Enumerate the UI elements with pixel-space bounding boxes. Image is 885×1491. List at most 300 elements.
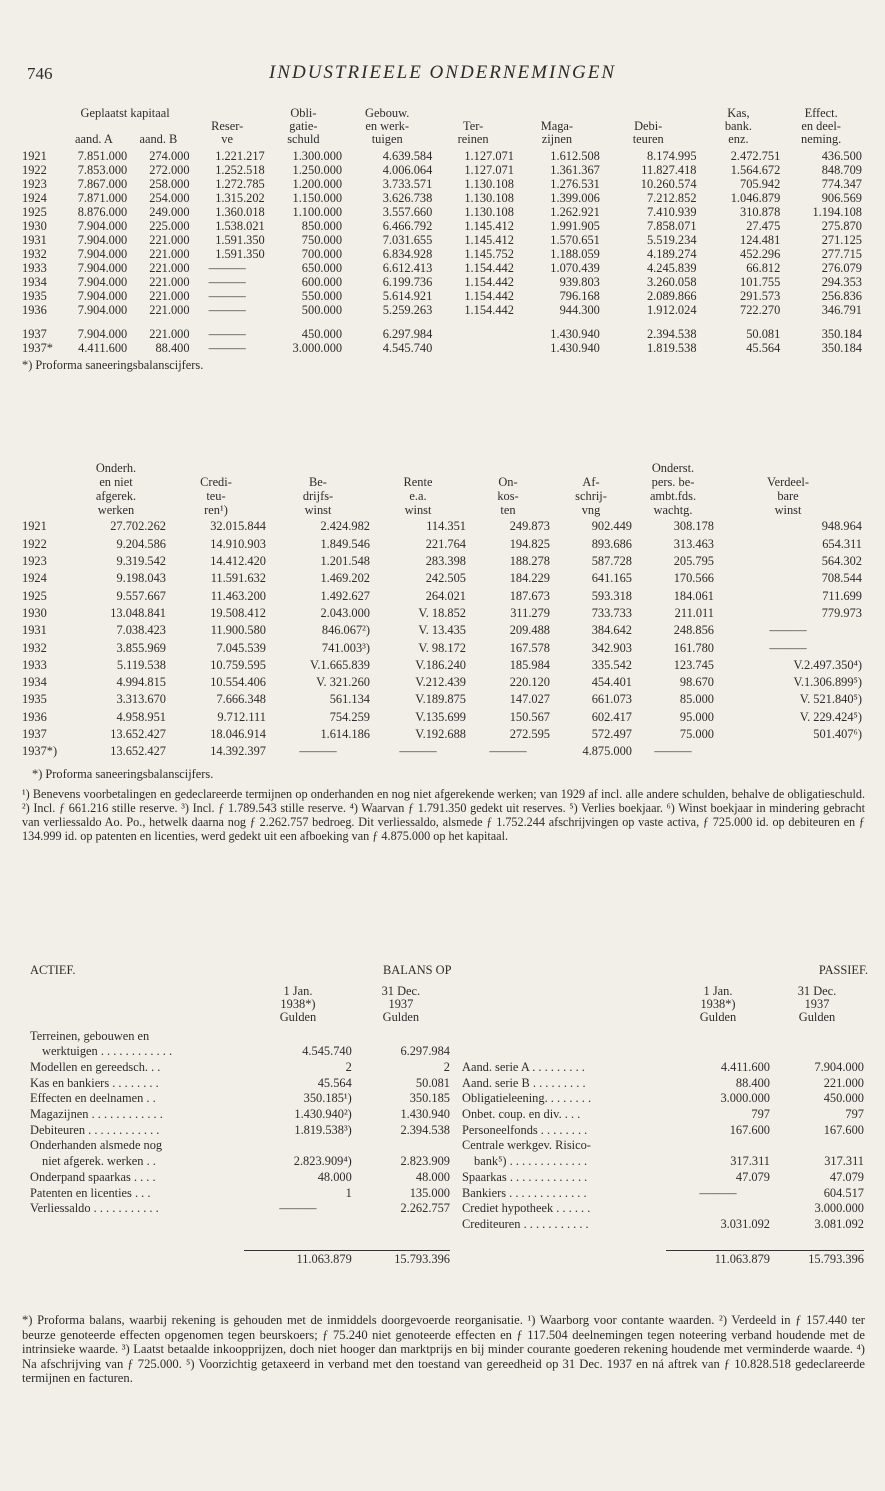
table2-cell: V.1.306.899⁵): [793, 675, 862, 690]
table1-cell: [432, 327, 514, 341]
table2-head-row: [22, 460, 862, 474]
table2-cell: 167.578: [509, 640, 550, 655]
table2-cell: 1.469.202: [320, 571, 370, 586]
table2-cell: 893.686: [591, 536, 632, 551]
table1-cell: 7.904.000: [77, 274, 128, 289]
table2-cell: 272.595: [509, 727, 550, 741]
table2-cell: 13.048.841: [110, 605, 166, 620]
table2-cell: 308.178: [673, 519, 714, 534]
table1-cell: 271.125: [821, 232, 862, 247]
table2-head-cell: [370, 460, 466, 474]
capital-table: [22, 106, 862, 355]
balance-gap-cell: [30, 1216, 450, 1251]
table1-cell: 722.270: [740, 302, 781, 317]
balance-item-value: 167.600: [729, 1122, 770, 1137]
table1-cell: 1934: [22, 274, 47, 289]
balance-head-cell: Gulden: [279, 1010, 317, 1025]
balance-row: [462, 1138, 864, 1154]
table2-cell: 1924: [22, 571, 47, 586]
balance-head-cell: [30, 998, 244, 1011]
table2-cell: 242.505: [425, 571, 466, 586]
table2-cell: V.135.699: [415, 709, 466, 724]
balance-item-label: Magazijnen . . . . . . . . . . . .: [30, 1107, 163, 1122]
balance-row: [30, 1059, 450, 1075]
balance-head-row: [30, 1011, 450, 1024]
table1-cell: 275.870: [821, 218, 862, 233]
table1-cell: 4.545.740: [382, 340, 433, 355]
table2-cell: 948.964: [821, 519, 862, 534]
table1-cell: 5.259.263: [382, 302, 433, 317]
table1-head-row: [22, 106, 862, 119]
balance-row: [30, 1106, 450, 1122]
table2-cell: 4.994.815: [116, 675, 166, 690]
table1-head-cell: Debi-: [634, 118, 663, 133]
balance-head-cell: 1938*): [700, 997, 736, 1012]
table1-head-cell: bank.: [724, 118, 752, 133]
balance-item-value: 6.297.984: [400, 1044, 450, 1059]
table2-cell: 9.557.667: [116, 588, 166, 603]
balance-item-label: Crediteuren . . . . . . . . . . .: [462, 1216, 589, 1231]
table1-cell: 11.827.418: [641, 162, 697, 177]
table1-cell: 7.871.000: [77, 190, 128, 205]
table1-cell: 906.569: [821, 190, 862, 205]
table1-cell: 45.564: [746, 340, 781, 355]
table2-cell: 902.449: [591, 519, 632, 534]
table2-cell: 7.038.423: [116, 623, 166, 638]
balance-item-value: 3.000.000: [720, 1091, 770, 1106]
table1-cell: 291.573: [740, 288, 781, 303]
table1-cell: ———: [208, 288, 246, 303]
balance-item-value: 2.262.757: [400, 1201, 450, 1216]
table1-cell: 1.300.000: [292, 148, 343, 163]
table2-head-cell: ten: [500, 502, 516, 517]
table2-head-cell: [550, 460, 632, 474]
table2-cell: V. 13.435: [418, 623, 466, 638]
balance-gap-cell: [462, 1232, 864, 1251]
table1-head-cell: [600, 106, 697, 119]
table1-cell: 1.154.442: [464, 302, 514, 317]
table1-cell: 1.100.000: [292, 204, 343, 219]
table2-head-cell: On-: [498, 474, 518, 489]
table1-gap: [22, 317, 862, 327]
table-row: [22, 708, 862, 725]
table2-cell: 75.000: [679, 727, 714, 741]
table1-cell: 7.904.000: [77, 326, 128, 341]
table2-cell: 32.015.844: [210, 519, 266, 534]
table1-cell: 3.260.058: [646, 274, 697, 289]
table1-cell: 1.564.672: [730, 162, 781, 177]
table2-cell: 564.302: [821, 554, 862, 569]
table2-cell: 501.407⁶): [813, 727, 862, 741]
balance-row: [30, 1044, 450, 1060]
balance-row: [462, 1216, 864, 1232]
table2-cell: 342.903: [591, 640, 632, 655]
table1-cell: 1930: [22, 218, 47, 233]
table1-cell: 1937*: [22, 340, 53, 355]
table1-head-row: [22, 132, 862, 145]
balance-item-label: niet afgerek. werken . .: [42, 1154, 156, 1169]
balance-item-label: bank⁵) . . . . . . . . . . . . .: [474, 1154, 588, 1169]
table1-head-cell: [432, 106, 514, 119]
balance-row: [30, 1122, 450, 1138]
table2-cell: 1930: [22, 605, 47, 620]
table2-cell: [714, 743, 862, 760]
table1-cell: 1.130.108: [464, 176, 514, 191]
table1-cell: 1.912.024: [646, 302, 697, 317]
table1-cell: 7.904.000: [77, 302, 128, 317]
table2-cell: 4.875.000: [582, 744, 632, 759]
table2-head-cell: e.a.: [409, 488, 427, 503]
profit-table: [22, 460, 862, 760]
table2-cell: 147.027: [509, 692, 550, 707]
table2-head-cell: Onderst.: [651, 460, 695, 475]
table2-cell: ———: [489, 744, 527, 759]
table1-cell: 310.878: [740, 204, 781, 219]
table2-head-row: [22, 474, 862, 488]
table1-cell: 7.904.000: [77, 218, 128, 233]
table-row: [22, 341, 862, 355]
table2-cell: 98.670: [679, 675, 714, 690]
balance-item-value: 1.430.940: [400, 1107, 450, 1122]
table2-head-cell: vng: [581, 502, 601, 517]
table1-cell: 8.174.995: [646, 148, 697, 163]
table-row: [22, 219, 862, 233]
table1-cell: 6.612.413: [382, 260, 433, 275]
balance-item-value: ———: [699, 1185, 737, 1200]
table1-cell: 1.250.000: [292, 162, 343, 177]
table1-cell: 2.394.538: [646, 326, 697, 341]
balance-item-value: 1.430.940²): [294, 1107, 352, 1122]
balance-item-value: 88.400: [735, 1075, 770, 1090]
balance-row: [462, 1106, 864, 1122]
table1-head-cell: [22, 132, 61, 145]
table2-head-cell: [22, 460, 66, 474]
table1-cell: 256.836: [821, 288, 862, 303]
table2-cell: 205.795: [673, 554, 714, 569]
table2-cell: V.186.240: [415, 657, 466, 672]
balance-row: [30, 1154, 450, 1170]
table1-cell: 1.612.508: [550, 148, 600, 163]
table1-cell: 4.639.584: [382, 148, 433, 163]
table1-cell: 4.189.274: [646, 246, 697, 261]
table-row: [22, 191, 862, 205]
balance-item-value: 3.081.092: [814, 1216, 864, 1231]
table2-head-cell: teu-: [206, 488, 226, 503]
table1-head-cell: Ter-: [463, 118, 484, 133]
table1-cell: 1.130.108: [464, 190, 514, 205]
balance-item-value: [666, 1138, 770, 1154]
table1-cell: 1932: [22, 246, 47, 261]
table1-cell: [432, 341, 514, 355]
table1-cell: 1923: [22, 176, 47, 191]
table1-head-cell: [22, 106, 61, 119]
table2-cell: 335.542: [591, 657, 632, 672]
table1-head-cell: Effect.: [804, 105, 838, 120]
table-row: [22, 275, 862, 289]
table2-cell: 283.398: [425, 554, 466, 569]
balance-item-value: [770, 1028, 864, 1044]
profit-table-block: [22, 460, 865, 843]
table1-cell: 3.626.738: [382, 190, 433, 205]
balance-row: [462, 1169, 864, 1185]
table2-head-cell: ambt.fds.: [649, 488, 697, 503]
balance-item-value: [352, 1138, 450, 1154]
table2-cell: 1933: [22, 657, 47, 672]
balance-passief-table: [462, 985, 864, 1267]
balance-item-label: Onderpand spaarkas . . . .: [30, 1169, 156, 1184]
table2-cell: 9.198.043: [116, 571, 166, 586]
table2-head-cell: ren¹): [204, 502, 228, 517]
table1-cell: 249.000: [149, 204, 190, 219]
table2-cell: 185.984: [509, 657, 550, 672]
balance-head-cell: [462, 985, 666, 998]
table2-cell: V.1.665.839: [309, 657, 370, 672]
table1-cell: 700.000: [301, 246, 343, 261]
balance-head-cell: [30, 985, 244, 998]
table2-head-cell: werken: [97, 502, 135, 517]
table1-cell: 1.200.000: [292, 176, 343, 191]
table1-cell: 1.194.108: [812, 204, 862, 219]
balance-item-label: Kas en bankiers . . . . . . . .: [30, 1075, 159, 1090]
table2-cell: 454.401: [591, 675, 632, 690]
table1-head-cell: tuigen: [371, 131, 403, 146]
table2-cell: 561.134: [329, 692, 370, 707]
table1-cell: 944.300: [559, 302, 600, 317]
balance-item-label: Centrale werkgev. Risico-: [462, 1138, 591, 1153]
balance-item-value: 45.564: [317, 1075, 352, 1090]
table2-head-row: [22, 502, 862, 516]
balance-head-cell: 1938*): [280, 997, 316, 1012]
table1-head-cell: [22, 119, 61, 132]
table2-cell: 194.825: [509, 536, 550, 551]
balance-row: [462, 1154, 864, 1170]
table2-cell: 248.856: [673, 623, 714, 638]
table2-note: *) Proforma saneeringsbalanscijfers.: [32, 767, 214, 782]
table1-cell: 1.154.442: [464, 260, 514, 275]
balance-header: [30, 964, 868, 978]
table1-cell: 2.472.751: [730, 148, 781, 163]
table1-cell: 450.000: [301, 326, 343, 341]
table2-cell: 708.544: [821, 571, 862, 586]
table1-cell: 452.296: [740, 246, 781, 261]
balance-item-value: 7.904.000: [814, 1060, 864, 1075]
table2-cell: 114.351: [426, 519, 466, 534]
table2-cell: 161.780: [673, 640, 714, 655]
table2-cell: 184.229: [509, 571, 550, 586]
table2-cell: 18.046.914: [210, 727, 266, 741]
table1-cell: 221.000: [149, 288, 190, 303]
table1-cell: 7.853.000: [77, 162, 128, 177]
table1-cell: 1.262.921: [550, 204, 600, 219]
table2-cell: 9.204.586: [116, 536, 166, 551]
balance-item-value: 2.823.909⁴): [293, 1154, 352, 1169]
balance-item-value: 4.545.740: [302, 1044, 352, 1059]
table-row: [22, 553, 862, 570]
table1-cell: 221.000: [149, 274, 190, 289]
balance-head-cell: Gulden: [798, 1010, 836, 1025]
table1-cell: 221.000: [149, 246, 190, 261]
table1-cell: 7.904.000: [77, 232, 128, 247]
table1-cell: 1.154.442: [464, 274, 514, 289]
table2-cell: ———: [399, 744, 437, 759]
balance-item-value: 1: [345, 1185, 352, 1200]
table1-head-cell: neming.: [801, 131, 842, 146]
table1-cell: 7.904.000: [77, 246, 128, 261]
table1-head-cell: Maga-: [540, 118, 574, 133]
table2-head-cell: winst: [304, 502, 332, 517]
table2-cell: 5.119.538: [116, 657, 166, 672]
table2-cell: ———: [299, 744, 337, 759]
balance-item-label: [462, 1028, 666, 1044]
table2-cell: 1.201.548: [320, 554, 370, 569]
table1-cell: 276.079: [821, 260, 862, 275]
table1-cell: 1.591.350: [215, 232, 265, 247]
balance-item-value: 2.823.909: [400, 1154, 450, 1169]
balance-item-label: Crediet hypotheek . . . . . .: [462, 1201, 591, 1216]
table1-cell: 1924: [22, 190, 47, 205]
table2-cell: 1.492.627: [320, 588, 370, 603]
table1-cell: ———: [208, 260, 246, 275]
table1-head-cell: schuld: [287, 131, 320, 146]
table1-cell: 2.089.866: [646, 288, 697, 303]
table-row: [22, 303, 862, 317]
balance-head-row: [30, 998, 450, 1011]
table2-cell: 13.652.427: [110, 727, 166, 741]
table1-cell: 1.046.879: [730, 190, 781, 205]
table2-cell: V. 98.172: [418, 640, 466, 655]
table2-cell: 733.733: [591, 605, 632, 620]
table2-head-cell: winst: [404, 502, 432, 517]
table1-cell: 436.500: [821, 148, 862, 163]
table2-cell: 779.973: [821, 605, 862, 620]
table-row: [22, 163, 862, 177]
balance-head-cell: 31 Dec.: [797, 984, 837, 999]
balance-head-cell: [30, 1011, 244, 1024]
table1-head-cell: Geplaatst kapitaal: [80, 105, 170, 120]
table2-cell: ———: [769, 640, 807, 655]
balance-item-value: [770, 1044, 864, 1060]
balance-item-label: Verliessaldo . . . . . . . . . . .: [30, 1201, 159, 1216]
table2-cell: 10.554.406: [210, 675, 266, 690]
table1-head-cell: Kas,: [727, 105, 750, 120]
table2-head-cell: schrij-: [575, 488, 607, 503]
table2-head-cell: [166, 460, 266, 474]
balance-row: [462, 1059, 864, 1075]
table1-cell: 221.000: [149, 232, 190, 247]
table1-cell: 1.127.071: [464, 162, 514, 177]
balance-item-value: 48.000: [415, 1169, 450, 1184]
table2-cell: 1932: [22, 640, 47, 655]
table1-cell: 1.570.651: [550, 232, 600, 247]
table1-cell: 221.000: [149, 326, 190, 341]
table2-cell: 249.873: [509, 519, 550, 534]
table1-note: *) Proforma saneeringsbalanscijfers.: [22, 358, 204, 372]
table2-head-cell: [466, 460, 550, 474]
capital-table-block: [22, 106, 865, 371]
table1-cell: 1.399.006: [550, 190, 600, 205]
balance-total-label: [30, 1251, 244, 1267]
table-row: [22, 247, 862, 261]
table2-cell: 1.614.186: [320, 727, 370, 741]
table-row: [22, 639, 862, 656]
balance-item-label: Aand. serie B . . . . . . . . .: [462, 1075, 586, 1090]
table2-cell: 150.567: [509, 709, 550, 724]
table2-cell: 313.463: [673, 536, 714, 551]
table2-head-cell: [714, 460, 862, 474]
table2-cell: ———: [769, 623, 807, 638]
table1-cell: 1.130.108: [464, 204, 514, 219]
table-row: [22, 233, 862, 247]
balance-total-row: [462, 1250, 864, 1266]
table1-head-cell: zijnen: [541, 131, 573, 146]
table2-cell: 11.591.632: [210, 571, 266, 586]
table1-cell: 124.481: [740, 232, 781, 247]
table1-cell: 272.000: [149, 162, 190, 177]
table1-cell: 1.276.531: [550, 176, 600, 191]
table2-cell: 209.488: [509, 623, 550, 638]
table1-cell: 1.819.538: [646, 340, 697, 355]
table-row: [22, 604, 862, 621]
balance-row: [462, 1075, 864, 1091]
balance-item-value: 350.185: [409, 1091, 450, 1106]
balance-item-label: Personeelfonds . . . . . . . .: [462, 1122, 588, 1137]
table1-cell: 1.252.518: [215, 162, 265, 177]
balance-item-value: [666, 1044, 770, 1060]
table1-cell: 274.000: [149, 148, 190, 163]
balance-item-value: [666, 1028, 770, 1044]
table2-cell: 14.910.903: [210, 536, 266, 551]
table1-cell: 1.150.000: [292, 190, 343, 205]
table2-head-cell: Af-: [582, 474, 600, 489]
table-row: [22, 261, 862, 275]
table2-cell: 1931: [22, 623, 47, 638]
balance-item-value: 450.000: [823, 1091, 864, 1106]
table1-cell: 1.591.350: [215, 246, 265, 261]
table2-cell: 3.313.670: [116, 692, 166, 707]
table1-cell: 66.812: [746, 260, 781, 275]
table1-cell: 254.000: [149, 190, 190, 205]
table-row: [22, 518, 862, 535]
table2-cell: 572.497: [591, 727, 632, 741]
table1-cell: 1931: [22, 232, 47, 247]
table1-cell: 221.000: [149, 260, 190, 275]
balance-item-label: Aand. serie A . . . . . . . . .: [462, 1060, 585, 1075]
table1-cell: 7.031.655: [382, 232, 433, 247]
table1-cell: 346.791: [821, 302, 862, 317]
table2-cell: 7.666.348: [216, 692, 266, 707]
table1-cell: 3.557.660: [382, 204, 433, 219]
table2-head-cell: [22, 488, 66, 502]
balance-head-row: [462, 985, 864, 998]
table2-cell: 187.673: [509, 588, 550, 603]
table2-cell: 264.021: [425, 588, 466, 603]
table2-head-cell: winst: [774, 502, 802, 517]
table-row: [22, 587, 862, 604]
table1-cell: 1.145.412: [464, 232, 514, 247]
table-row: [22, 691, 862, 708]
table-row: [22, 289, 862, 303]
balance-row: [462, 1091, 864, 1107]
balance-item-label: werktuigen . . . . . . . . . . . .: [42, 1044, 173, 1059]
balance-item-value: 3.031.092: [720, 1216, 770, 1231]
table1-cell: 1.991.905: [550, 218, 600, 233]
table2-cell: 741.003³): [321, 640, 370, 655]
balance-item-value: 4.411.600: [720, 1060, 770, 1075]
table1-cell: 6.834.928: [382, 246, 433, 261]
table2-cell: V. 521.840⁵): [799, 692, 862, 707]
balance-item-label: Debiteuren . . . . . . . . . . . .: [30, 1122, 160, 1137]
table2-cell: 2.424.982: [320, 519, 370, 534]
